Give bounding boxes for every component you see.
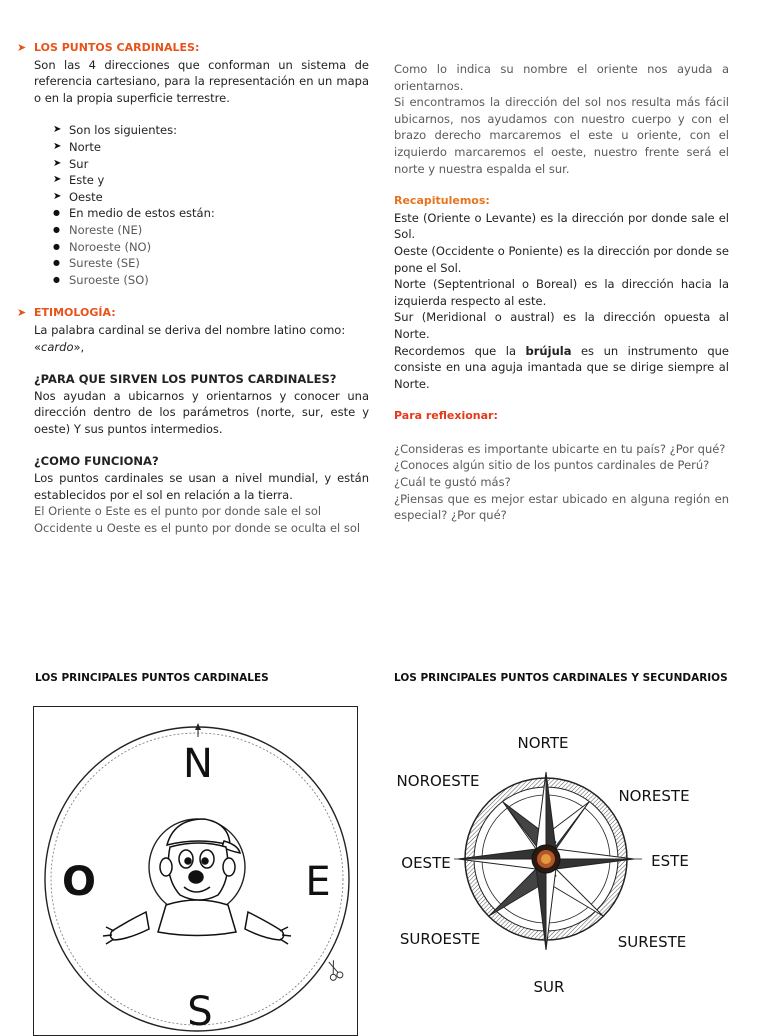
intro-paragraph: Son las 4 direcciones que conforman un sistema de referencia cartesiano, para la representación en un mapa o en la propia superficie terrestre. bbox=[34, 57, 369, 105]
question-item: ¿Consideras es importante ubicarte en tu país? ¿Por qué? bbox=[394, 441, 726, 456]
label-sur: SUR bbox=[533, 978, 565, 996]
dot-bullet-icon: ● bbox=[53, 274, 60, 284]
question-item: ¿Piensas que es mejor estar ubicado en alguna región en especial? ¿Por qué? bbox=[394, 491, 729, 523]
dot-bullet-icon: ● bbox=[53, 241, 60, 251]
label-este: ESTE bbox=[651, 852, 689, 870]
question-item: ¿Conoces algún sitio de los puntos cardinales de Perú? bbox=[394, 458, 710, 473]
arrow-bullet-icon: ➤ bbox=[17, 306, 27, 320]
section-heading-como-funciona: ¿COMO FUNCIONA? bbox=[34, 454, 159, 469]
list-item: ● Noreste (NE) bbox=[53, 222, 143, 237]
right-figure-caption: LOS PRINCIPALES PUNTOS CARDINALES Y SECUNDARIOS bbox=[394, 672, 728, 684]
list-item: ➤ Oeste bbox=[53, 189, 103, 204]
como-funciona-paragraph: Los puntos cardinales se usan a nivel mundial, y están establecidos por el sol en relación a la tierra. bbox=[34, 471, 369, 502]
list-item: ● Suroeste (SO) bbox=[53, 272, 149, 287]
compass-rose-figure bbox=[386, 722, 716, 1022]
para-que-sirven-paragraph: Nos ayudan a ubicarnos y orientarnos y conocer una dirección dentro de los parámetros (norte, sur, este y oeste) Y sus puntos intermedios. bbox=[34, 388, 369, 436]
list-item: ➤ Norte bbox=[53, 139, 101, 154]
north-letter: N bbox=[183, 741, 213, 787]
recap-este: Este (Oriente o Levante) es la dirección por donde sale el Sol. bbox=[394, 210, 729, 242]
arrow-bullet-icon: ➤ bbox=[53, 190, 62, 202]
list-item: ● En medio de estos están: bbox=[53, 206, 215, 221]
dot-bullet-icon: ● bbox=[53, 224, 60, 234]
right-column bbox=[394, 61, 729, 524]
dot-bullet-icon: ● bbox=[53, 258, 60, 268]
section-heading-puntos-cardinales: ➤ LOS PUNTOS CARDINALES: bbox=[17, 40, 369, 57]
etymology-word-line: «cardo», bbox=[34, 339, 85, 354]
compass-rose-illustration bbox=[386, 722, 716, 1022]
left-column bbox=[17, 40, 369, 536]
left-figure-caption: LOS PRINCIPALES PUNTOS CARDINALES bbox=[35, 672, 269, 684]
label-noroeste: NOROESTE bbox=[396, 772, 480, 790]
recap-sur: Sur (Meridional o austral) es la dirección opuesta al Norte. bbox=[394, 310, 729, 341]
list-item: ➤ Son los siguientes: bbox=[53, 123, 177, 138]
list-item: ● Noroeste (NO) bbox=[53, 239, 152, 254]
list-item: ➤ Sur bbox=[53, 156, 89, 171]
sun-direction-paragraph: Si encontramos la dirección del sol nos resulta más fácil ubicarnos, nos ayudamos con nuestro cuerpo y con el brazo derecho marcaremos el este u oriente, con el izquierdo marcaremos el oeste, nuestro frente será el norte y nuestra espalda el sur. bbox=[394, 95, 729, 176]
dot-bullet-icon: ● bbox=[53, 208, 60, 218]
recap-norte: Norte (Septentrional o Boreal) es la dirección hacia la izquierda respecto al este. bbox=[394, 277, 729, 308]
south-letter: S bbox=[187, 989, 213, 1035]
cardinal-circle-illustration bbox=[34, 707, 358, 1036]
label-norte: NORTE bbox=[517, 734, 569, 752]
arrow-bullet-icon: ➤ bbox=[53, 157, 62, 169]
section-heading-etimologia: ➤ ETIMOLOGÍA: bbox=[17, 305, 369, 322]
reflect-heading: Para reflexionar: bbox=[394, 409, 498, 423]
cartoon-character-illustration bbox=[103, 819, 291, 944]
main-directions-list bbox=[17, 122, 369, 288]
section-heading-para-que-sirven: ¿PARA QUE SIRVEN LOS PUNTOS CARDINALES? bbox=[34, 372, 337, 387]
label-suroeste: SUROESTE bbox=[399, 930, 481, 948]
oriente-line: El Oriente o Este es el punto por donde sale el sol bbox=[34, 504, 322, 519]
arrow-bullet-icon: ➤ bbox=[53, 124, 62, 136]
list-item: ● Sureste (SE) bbox=[53, 256, 140, 271]
arrow-bullet-icon: ➤ bbox=[53, 140, 62, 152]
recap-heading: Recapitulemos: bbox=[394, 194, 490, 208]
list-item: ➤ Este y bbox=[53, 173, 105, 188]
occidente-line: Occidente u Oeste es el punto por donde se oculta el sol bbox=[34, 520, 361, 535]
east-letter: E bbox=[305, 859, 331, 905]
label-noreste: NORESTE bbox=[618, 787, 690, 805]
scissors-icon bbox=[325, 959, 344, 981]
arrow-bullet-icon: ➤ bbox=[53, 174, 62, 186]
label-oeste: OESTE bbox=[401, 854, 451, 872]
question-item: ¿Cuál te gustó más? bbox=[394, 475, 511, 490]
label-sureste: SURESTE bbox=[617, 933, 687, 951]
cardinal-points-figure bbox=[33, 706, 358, 1036]
etymology-line: La palabra cardinal se deriva del nombre latino como: bbox=[34, 322, 346, 337]
west-letter: O bbox=[61, 859, 97, 905]
recap-oeste: Oeste (Occidente o Poniente) es la dirección por donde se pone el Sol. bbox=[394, 243, 729, 275]
arrow-bullet-icon: ➤ bbox=[17, 41, 27, 54]
oriente-paragraph: Como lo indica su nombre el oriente nos ayuda a orientarnos. bbox=[394, 62, 729, 93]
recap-brujula: Recordemos que la brújula es un instrumento que consiste en una aguja imantada que se dirige siempre al Norte. bbox=[394, 343, 729, 391]
